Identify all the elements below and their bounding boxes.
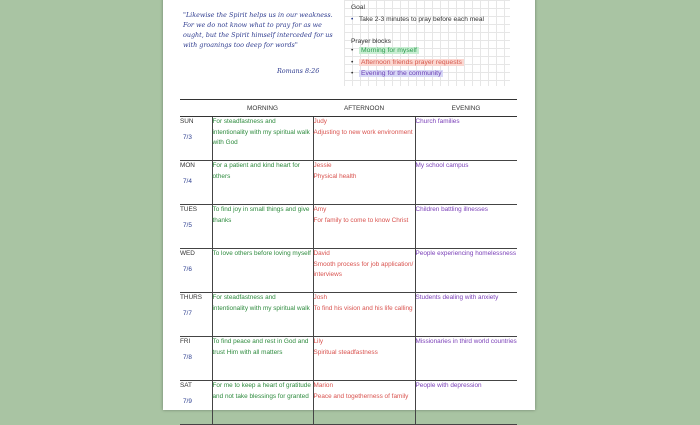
date-label: 7/5	[183, 221, 192, 229]
prayer-blocks-heading: Prayer blocks	[351, 38, 391, 45]
afternoon-text: Adjusting to new work environment	[313, 128, 413, 136]
planner-page	[163, 0, 535, 410]
goal-heading: Goal	[351, 4, 365, 11]
afternoon-cell	[313, 205, 415, 249]
morning-cell: For steadfastness and intentionality with my spiritual walk	[212, 293, 313, 337]
morning-cell: To love others before loving myself	[212, 249, 313, 293]
prayer-block-evening: • Evening for the community	[359, 70, 443, 77]
day-label: SAT	[180, 382, 192, 389]
day-cell	[180, 117, 212, 161]
header-day	[180, 100, 212, 117]
date-label: 7/6	[183, 265, 192, 273]
evening-cell: Missionaries in third world countries	[415, 337, 517, 381]
goal-item: • Take 2-3 minutes to pray before each meal	[359, 14, 499, 26]
afternoon-text: Peace and togetherness of family	[313, 392, 409, 400]
evening-cell: People experiencing homelessness	[415, 249, 517, 293]
afternoon-name: Jessie	[313, 162, 332, 169]
prayer-schedule-table	[180, 99, 517, 425]
day-cell	[180, 381, 212, 425]
afternoon-name: Lily	[313, 338, 324, 345]
afternoon-text: Physical health	[313, 172, 357, 180]
afternoon-text: For family to come to know Christ	[313, 216, 409, 224]
header-afternoon: AFTERNOON	[313, 100, 415, 117]
afternoon-cell	[313, 161, 415, 205]
table-row	[180, 381, 517, 425]
morning-cell: For me to keep a heart of gratitude and not take blessings for granted	[212, 381, 313, 425]
afternoon-text: Smooth process for job application/ interviews	[313, 260, 414, 278]
day-label: SUN	[180, 118, 194, 125]
evening-cell: People with depression	[415, 381, 517, 425]
morning-cell: For a patient and kind heart for others	[212, 161, 313, 205]
afternoon-text: Spiritual steadfastness	[313, 348, 378, 356]
afternoon-text: To find his vision and his life calling	[313, 304, 413, 312]
header-morning: MORNING	[212, 100, 313, 117]
verse-reference: Romans 8:26	[277, 67, 320, 75]
day-label: FRI	[180, 338, 191, 345]
day-label: WED	[180, 250, 195, 257]
date-label: 7/7	[183, 309, 192, 317]
day-label: TUES	[180, 206, 198, 213]
day-cell	[180, 249, 212, 293]
date-label: 7/8	[183, 353, 192, 361]
afternoon-name: Marion	[313, 382, 334, 389]
afternoon-name: Josh	[313, 294, 327, 301]
day-cell	[180, 161, 212, 205]
date-label: 7/3	[183, 133, 192, 141]
evening-cell: Children battling illnesses	[415, 205, 517, 249]
afternoon-cell	[313, 249, 415, 293]
table-row	[180, 117, 517, 161]
morning-cell: To find peace and rest in God and trust Him with all matters	[212, 337, 313, 381]
day-cell	[180, 293, 212, 337]
afternoon-cell	[313, 117, 415, 161]
afternoon-name: David	[313, 250, 330, 257]
day-label: MON	[180, 162, 195, 169]
prayer-block-morning: • Morning for myself	[359, 47, 419, 54]
day-cell	[180, 205, 212, 249]
table-row	[180, 249, 517, 293]
evening-cell: My school campus	[415, 161, 517, 205]
table-row	[180, 205, 517, 249]
afternoon-cell	[313, 293, 415, 337]
afternoon-name: Amy	[313, 206, 327, 213]
prayer-block-afternoon: • Afternoon friends prayer requests	[359, 59, 464, 66]
date-label: 7/4	[183, 177, 192, 185]
verse-text: "Likewise the Spirit helps us in our weakness. For we do not know what to pray for as we ought, but the Spirit himself interceded for us with groanings too deep for words"	[183, 11, 333, 49]
morning-cell: For steadfastness and intentionality with my spiritual walk with God	[212, 117, 313, 161]
table-row	[180, 337, 517, 381]
table-row	[180, 293, 517, 337]
header-evening: EVENING	[415, 100, 517, 117]
evening-cell: Students dealing with anxiety	[415, 293, 517, 337]
day-label: THURS	[180, 294, 203, 301]
morning-cell: To find joy in small things and give thanks	[212, 205, 313, 249]
table-header-row	[180, 100, 517, 117]
date-label: 7/9	[183, 397, 192, 405]
afternoon-name: Judy	[313, 118, 327, 125]
day-cell	[180, 337, 212, 381]
evening-cell: Church families	[415, 117, 517, 161]
table-row	[180, 161, 517, 205]
afternoon-cell	[313, 381, 415, 425]
afternoon-cell	[313, 337, 415, 381]
